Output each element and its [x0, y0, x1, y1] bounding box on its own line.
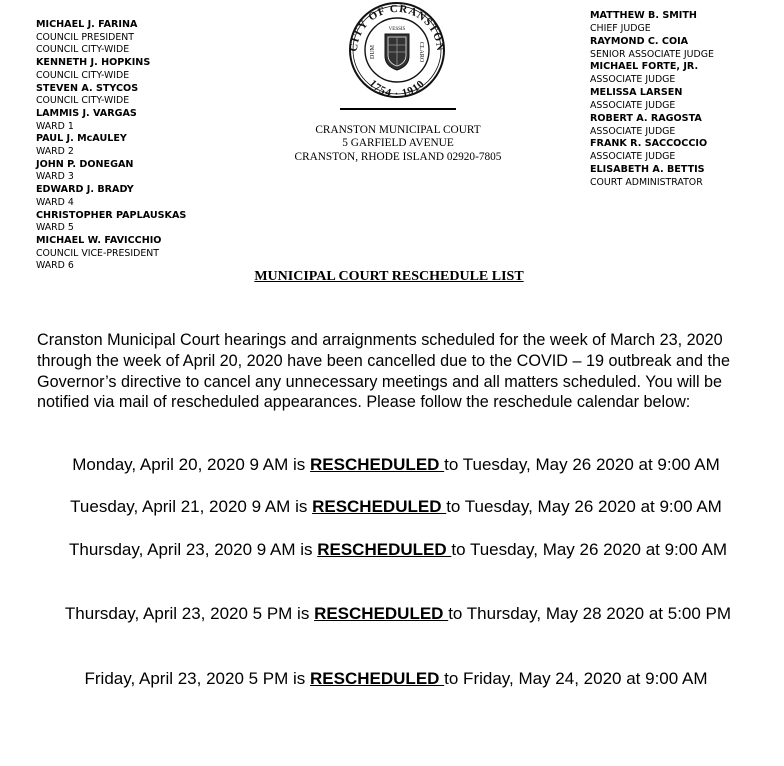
- judges-role: SENIOR ASSOCIATE JUDGE: [590, 48, 714, 60]
- schedule-original-time: Tuesday, April 21, 2020 9 AM is: [70, 497, 313, 516]
- judges-roster: [590, 10, 780, 190]
- rescheduled-keyword: RESCHEDULED: [314, 604, 449, 623]
- schedule-original-time: Thursday, April 23, 2020 9 AM is: [69, 540, 318, 559]
- judges-name: ELISABETH A. BETTIS: [590, 164, 705, 176]
- council-roster: [36, 19, 246, 273]
- judges-entry: [590, 164, 780, 190]
- schedule-line: [40, 539, 756, 561]
- schedule-new-time: to Tuesday, May 26 2020 at 9:00 AM: [451, 540, 727, 559]
- council-entry: [36, 235, 246, 273]
- schedule-line: [40, 603, 756, 625]
- judges-role: COURT ADMINISTRATOR: [590, 176, 703, 188]
- council-entry: [36, 57, 246, 82]
- seal-divider: [340, 108, 456, 110]
- council-entry: [36, 159, 246, 184]
- judges-role: ASSOCIATE JUDGE: [590, 151, 676, 163]
- court-address: [240, 124, 556, 164]
- schedule-new-time: to Friday, May 24, 2020 at 9:00 AM: [444, 669, 708, 688]
- council-name: KENNETH J. HOPKINS: [36, 57, 151, 69]
- judges-name: FRANK R. SACCOCCIO: [590, 138, 708, 150]
- council-role: COUNCIL CITY-WIDE: [36, 69, 130, 81]
- council-role: COUNCIL PRESIDENT: [36, 31, 135, 43]
- council-entry: [36, 108, 246, 133]
- schedule-new-time: to Tuesday, May 26 2020 at 9:00 AM: [444, 455, 720, 474]
- seal-crest-text: VESSIS: [388, 27, 406, 32]
- judges-entry: [590, 10, 780, 36]
- council-entry: [36, 133, 246, 158]
- address-line-city: CRANSTON, RHODE ISLAND 02920-7805: [294, 150, 502, 163]
- council-role: COUNCIL CITY-WIDE: [36, 95, 130, 107]
- schedule-original-time: Thursday, April 23, 2020 5 PM is: [64, 604, 315, 623]
- council-name: MICHAEL J. FARINA: [36, 19, 138, 30]
- judges-entry: [590, 36, 780, 62]
- council-role: WARD 6: [36, 260, 74, 272]
- council-name: JOHN P. DONEGAN: [36, 158, 134, 170]
- council-name: MICHAEL W. FAVICCHIO: [36, 234, 162, 246]
- council-role: WARD 2: [36, 146, 74, 158]
- schedule-new-time: to Thursday, May 28 2020 at 5:00 PM: [448, 604, 732, 623]
- council-role: WARD 1: [36, 120, 74, 132]
- judges-entry: [590, 61, 780, 87]
- judges-name: MICHAEL FORTE, JR.: [590, 61, 699, 73]
- address-line-street: 5 GARFIELD AVENUE: [342, 137, 454, 150]
- rescheduled-keyword: RESCHEDULED: [310, 669, 445, 688]
- judges-role: ASSOCIATE JUDGE: [590, 99, 676, 111]
- judges-name: RAYMOND C. COIA: [590, 35, 689, 47]
- council-role: COUNCIL CITY-WIDE: [36, 44, 130, 56]
- rescheduled-keyword: RESCHEDULED: [310, 455, 445, 474]
- notice-paragraph: Cranston Municipal Court hearings and arraignments scheduled for the week of March 23, 2020 through the week of April 20, 2020 have been cancelled due to the COVID – 19 outbreak and the Governor’s directive to cancel any unnecessary meetings and all matters scheduled. You will be notified via mail of rescheduled appearances. Please follow the reschedule calendar below:: [37, 331, 730, 412]
- seal-ring-text: CITY OF CRANSTON: [347, 2, 447, 53]
- council-role: COUNCIL VICE-PRESIDENT: [36, 247, 160, 259]
- council-name: STEVEN A. STYCOS: [36, 82, 139, 94]
- seal-motto-left: DUM: [370, 44, 376, 60]
- judges-role: CHIEF JUDGE: [590, 22, 651, 34]
- judges-entry: [590, 138, 780, 164]
- rescheduled-keyword: RESCHEDULED: [312, 497, 447, 516]
- council-role: WARD 5: [36, 222, 74, 234]
- council-entry: [36, 184, 246, 209]
- schedule-line: [20, 496, 772, 518]
- seal-motto-right: CLARO: [418, 41, 424, 63]
- council-name: EDWARD J. BRADY: [36, 184, 134, 196]
- council-role: WARD 3: [36, 171, 74, 183]
- schedule-line: [20, 454, 772, 476]
- schedule-original-time: Monday, April 20, 2020 9 AM is: [72, 455, 311, 474]
- council-entry: [36, 210, 246, 235]
- judges-entry: [590, 87, 780, 113]
- schedule-original-time: Friday, April 23, 2020 5 PM is: [84, 669, 311, 688]
- seal-year-text: 1754 · 1910: [366, 77, 428, 100]
- svg-text:1754 · 1910: [367, 78, 428, 100]
- schedule-line: [20, 668, 772, 690]
- rescheduled-keyword: RESCHEDULED: [317, 540, 452, 559]
- council-entry: [36, 83, 246, 108]
- council-name: LAMMIS J. VARGAS: [36, 107, 137, 119]
- council-entry: [36, 19, 246, 57]
- city-seal: [338, 0, 456, 100]
- council-role: WARD 4: [36, 196, 74, 208]
- judges-name: MELISSA LARSEN: [590, 87, 683, 99]
- council-name: CHRISTOPHER PAPLAUSKAS: [36, 209, 187, 221]
- judges-name: MATTHEW B. SMITH: [590, 10, 697, 21]
- judges-entry: [590, 113, 780, 139]
- schedule-new-time: to Tuesday, May 26 2020 at 9:00 AM: [446, 497, 722, 516]
- document-title: MUNICIPAL COURT RESCHEDULE LIST: [254, 269, 524, 284]
- judges-role: ASSOCIATE JUDGE: [590, 125, 676, 137]
- address-line-court: CRANSTON MUNICIPAL COURT: [315, 124, 481, 136]
- council-name: PAUL J. McAULEY: [36, 133, 127, 145]
- judges-role: ASSOCIATE JUDGE: [590, 74, 676, 86]
- judges-name: ROBERT A. RAGOSTA: [590, 112, 702, 124]
